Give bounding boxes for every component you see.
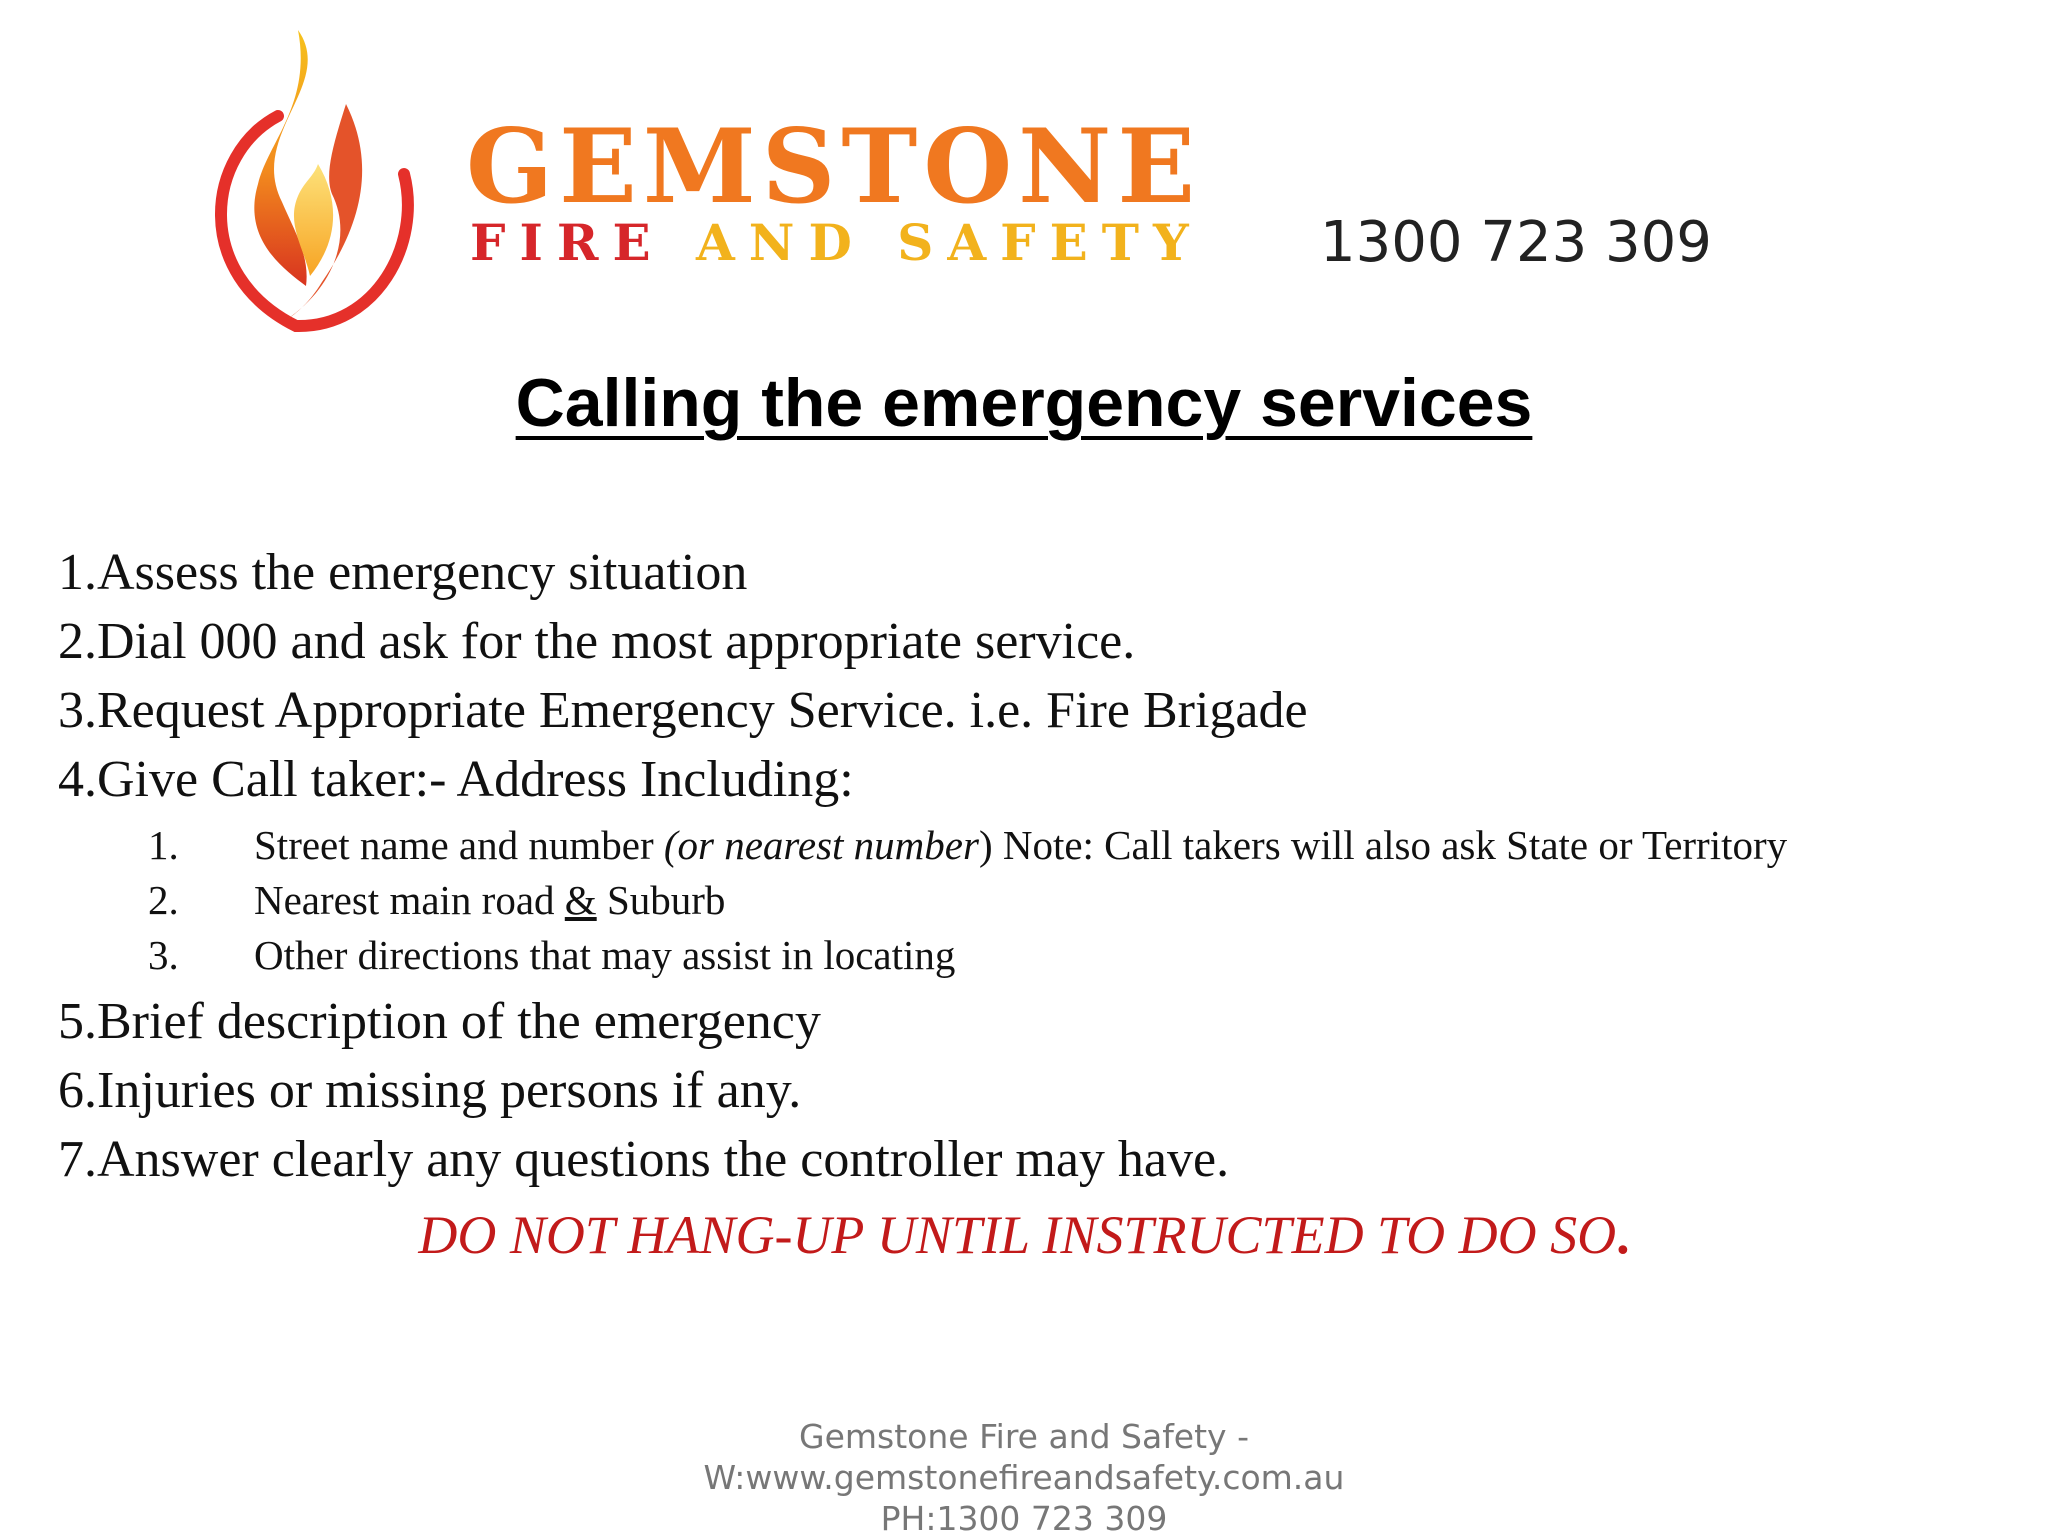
- step-item: 5.Brief description of the emergency: [58, 993, 821, 1050]
- step-item: 1.Assess the emergency situation: [58, 544, 748, 601]
- sub-item-underlined-text: &: [564, 877, 597, 923]
- warning-period: .: [1616, 1205, 1630, 1265]
- sub-item-italic-text: (or nearest number: [663, 822, 979, 868]
- warning-message: DO NOT HANG-UP UNTIL INSTRUCTED TO DO SO: [418, 1205, 1617, 1265]
- sub-item: [58, 818, 2018, 873]
- sub-item-text: Other directions that may assist in locating: [254, 932, 956, 978]
- sub-item-text: Nearest main road: [254, 877, 565, 923]
- sub-item-number: 1.: [148, 822, 179, 868]
- sub-item-text: ) Note: Call takers will also ask State or Territory: [978, 822, 1788, 868]
- flame-ring-logo-icon: [186, 24, 426, 334]
- brand-subtitle-rest: AND SAFETY: [695, 213, 1203, 272]
- sub-item-number: 3.: [148, 932, 179, 978]
- sub-item: [58, 873, 2018, 928]
- sub-item-text: Street name and number: [254, 822, 664, 868]
- sub-item: [58, 928, 2018, 983]
- footer-phone: PH:1300 723 309: [880, 1499, 1168, 1536]
- brand-name: GEMSTONE: [466, 107, 1202, 227]
- brand-subtitle-fire: FIRE: [470, 213, 665, 272]
- steps-list: [58, 538, 2018, 1194]
- step-item: 7.Answer clearly any questions the controller may have.: [58, 1131, 1230, 1188]
- footer-company: Gemstone Fire and Safety -: [799, 1417, 1249, 1456]
- footer-website: W:www.gemstonefireandsafety.com.au: [703, 1458, 1345, 1497]
- address-sub-list: [58, 814, 2018, 987]
- sub-item-text: Suburb: [596, 877, 726, 923]
- footer: [0, 1416, 2048, 1536]
- brand-subtitle: [470, 213, 1203, 272]
- step-item: 2.Dial 000 and ask for the most appropriate service.: [58, 613, 1136, 670]
- step-item: 6.Injuries or missing persons if any.: [58, 1062, 802, 1119]
- step-item: 3.Request Appropriate Emergency Service. i.e. Fire Brigade: [58, 682, 1308, 739]
- page-title: Calling the emergency services: [515, 365, 1533, 441]
- step-item: 4.Give Call taker:- Address Including:: [58, 751, 854, 808]
- sub-item-number: 2.: [148, 877, 179, 923]
- warning-text: [0, 1204, 2048, 1266]
- header-phone: 1300 723 309: [1320, 210, 1712, 275]
